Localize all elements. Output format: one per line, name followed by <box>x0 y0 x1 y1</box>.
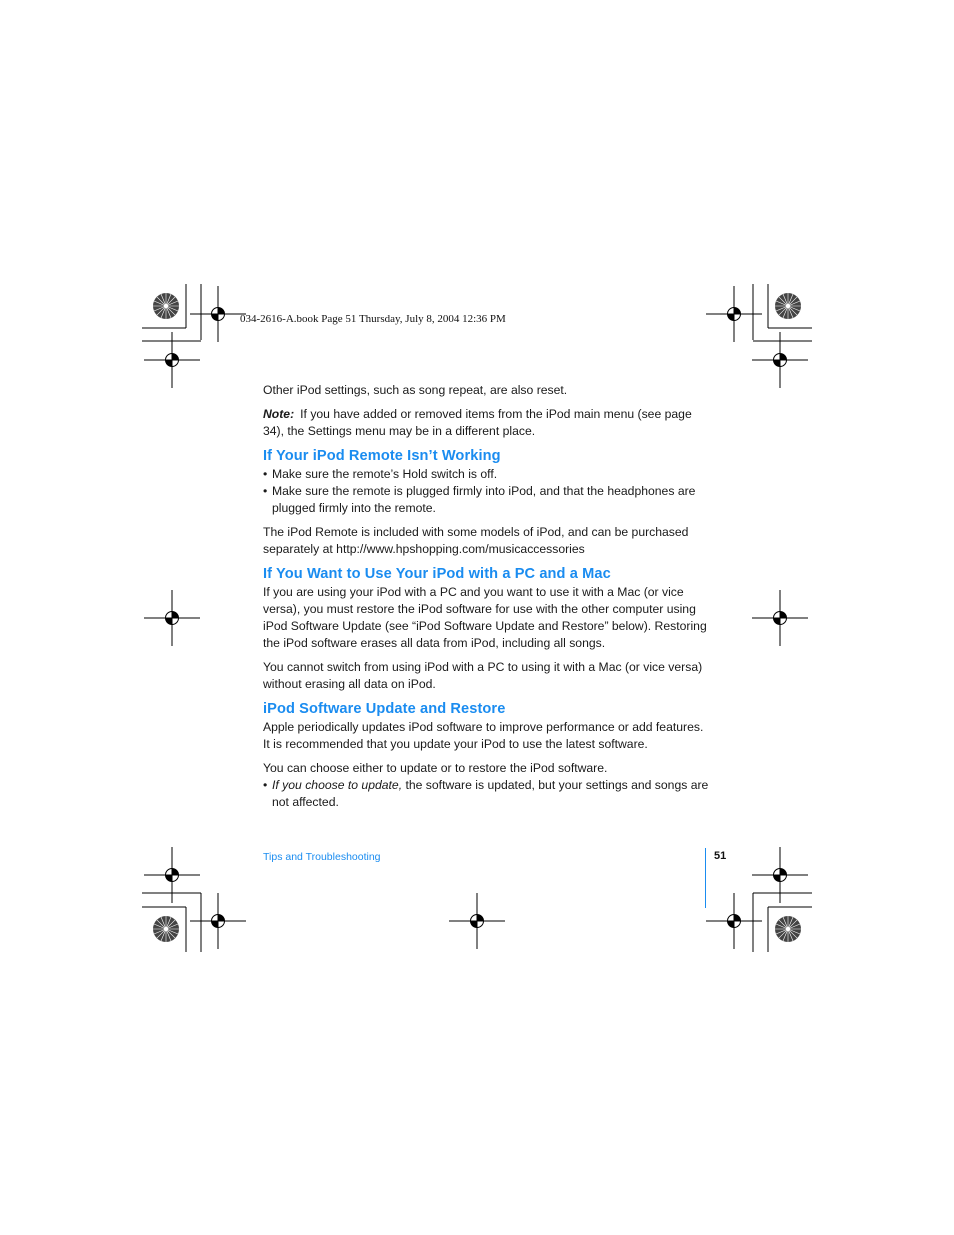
footer-divider <box>705 848 706 908</box>
remote-purchase-paragraph: The iPod Remote is included with some models of iPod, and can be purchased separately at http://www.hpshopping.com/musicaccessories <box>263 525 689 556</box>
list-item <box>263 777 711 811</box>
registration-mark-icon <box>706 893 762 949</box>
registration-mark-icon <box>144 332 200 388</box>
update-option-text: the software is updated, but your settings and songs are not affected. <box>272 778 709 809</box>
list-item: • Make sure the remote is plugged firmly into iPod, and that the headphones are plugged firmly into the remote. <box>263 483 711 517</box>
registration-mark-icon <box>752 590 808 646</box>
starburst-icon <box>153 293 179 319</box>
update-intro-paragraph: Apple periodically updates iPod software to improve performance or add features. It is recommended that you update your iPod to use the latest software. <box>263 720 704 751</box>
page-body <box>263 382 711 811</box>
update-bullet-list <box>263 777 711 811</box>
registration-mark-icon <box>752 847 808 903</box>
registration-mark-icon <box>449 893 505 949</box>
heading-remote-not-working: If Your iPod Remote Isn’t Working <box>263 448 501 464</box>
update-choice-paragraph: You can choose either to update or to restore the iPod software. <box>263 761 608 775</box>
pc-mac-paragraph: If you are using your iPod with a PC and you want to use it with a Mac (or vice versa), you must restore the iPod software for use with the other computer using iPod Software Update (see “iPod Software Update and Restore” below). Restoring the iPod software erases all data from iPod, including all songs. <box>263 585 707 650</box>
page-number: 51 <box>714 850 727 862</box>
registration-mark-icon <box>190 893 246 949</box>
update-option-label: If you choose to update, <box>272 778 403 792</box>
note-paragraph <box>263 406 711 440</box>
heading-software-update-restore: iPod Software Update and Restore <box>263 701 506 717</box>
starburst-icon <box>153 916 179 942</box>
note-text: If you have added or removed items from the iPod main menu (see page 34), the Settings menu may be in a different place. <box>263 407 692 438</box>
footer-section-title: Tips and Troubleshooting <box>263 851 381 863</box>
starburst-icon <box>775 293 801 319</box>
registration-mark-icon <box>752 332 808 388</box>
list-item: • Make sure the remote’s Hold switch is off. <box>263 466 711 483</box>
starburst-icon <box>775 916 801 942</box>
pc-mac-warning-paragraph: You cannot switch from using iPod with a PC to using it with a Mac (or vice versa) without erasing all data on iPod. <box>263 660 703 691</box>
settings-reset-paragraph: Other iPod settings, such as song repeat, are also reset. <box>263 383 568 397</box>
heading-pc-and-mac: If You Want to Use Your iPod with a PC and a Mac <box>263 566 611 582</box>
registration-mark-icon <box>144 847 200 903</box>
registration-mark-icon <box>706 286 762 342</box>
print-slug-line: 034-2616-A.book Page 51 Thursday, July 8, 2004 12:36 PM <box>240 313 506 325</box>
registration-mark-icon <box>144 590 200 646</box>
remote-bullet-list <box>263 466 711 517</box>
note-label: Note: <box>263 407 295 421</box>
registration-mark-icon <box>190 286 246 342</box>
